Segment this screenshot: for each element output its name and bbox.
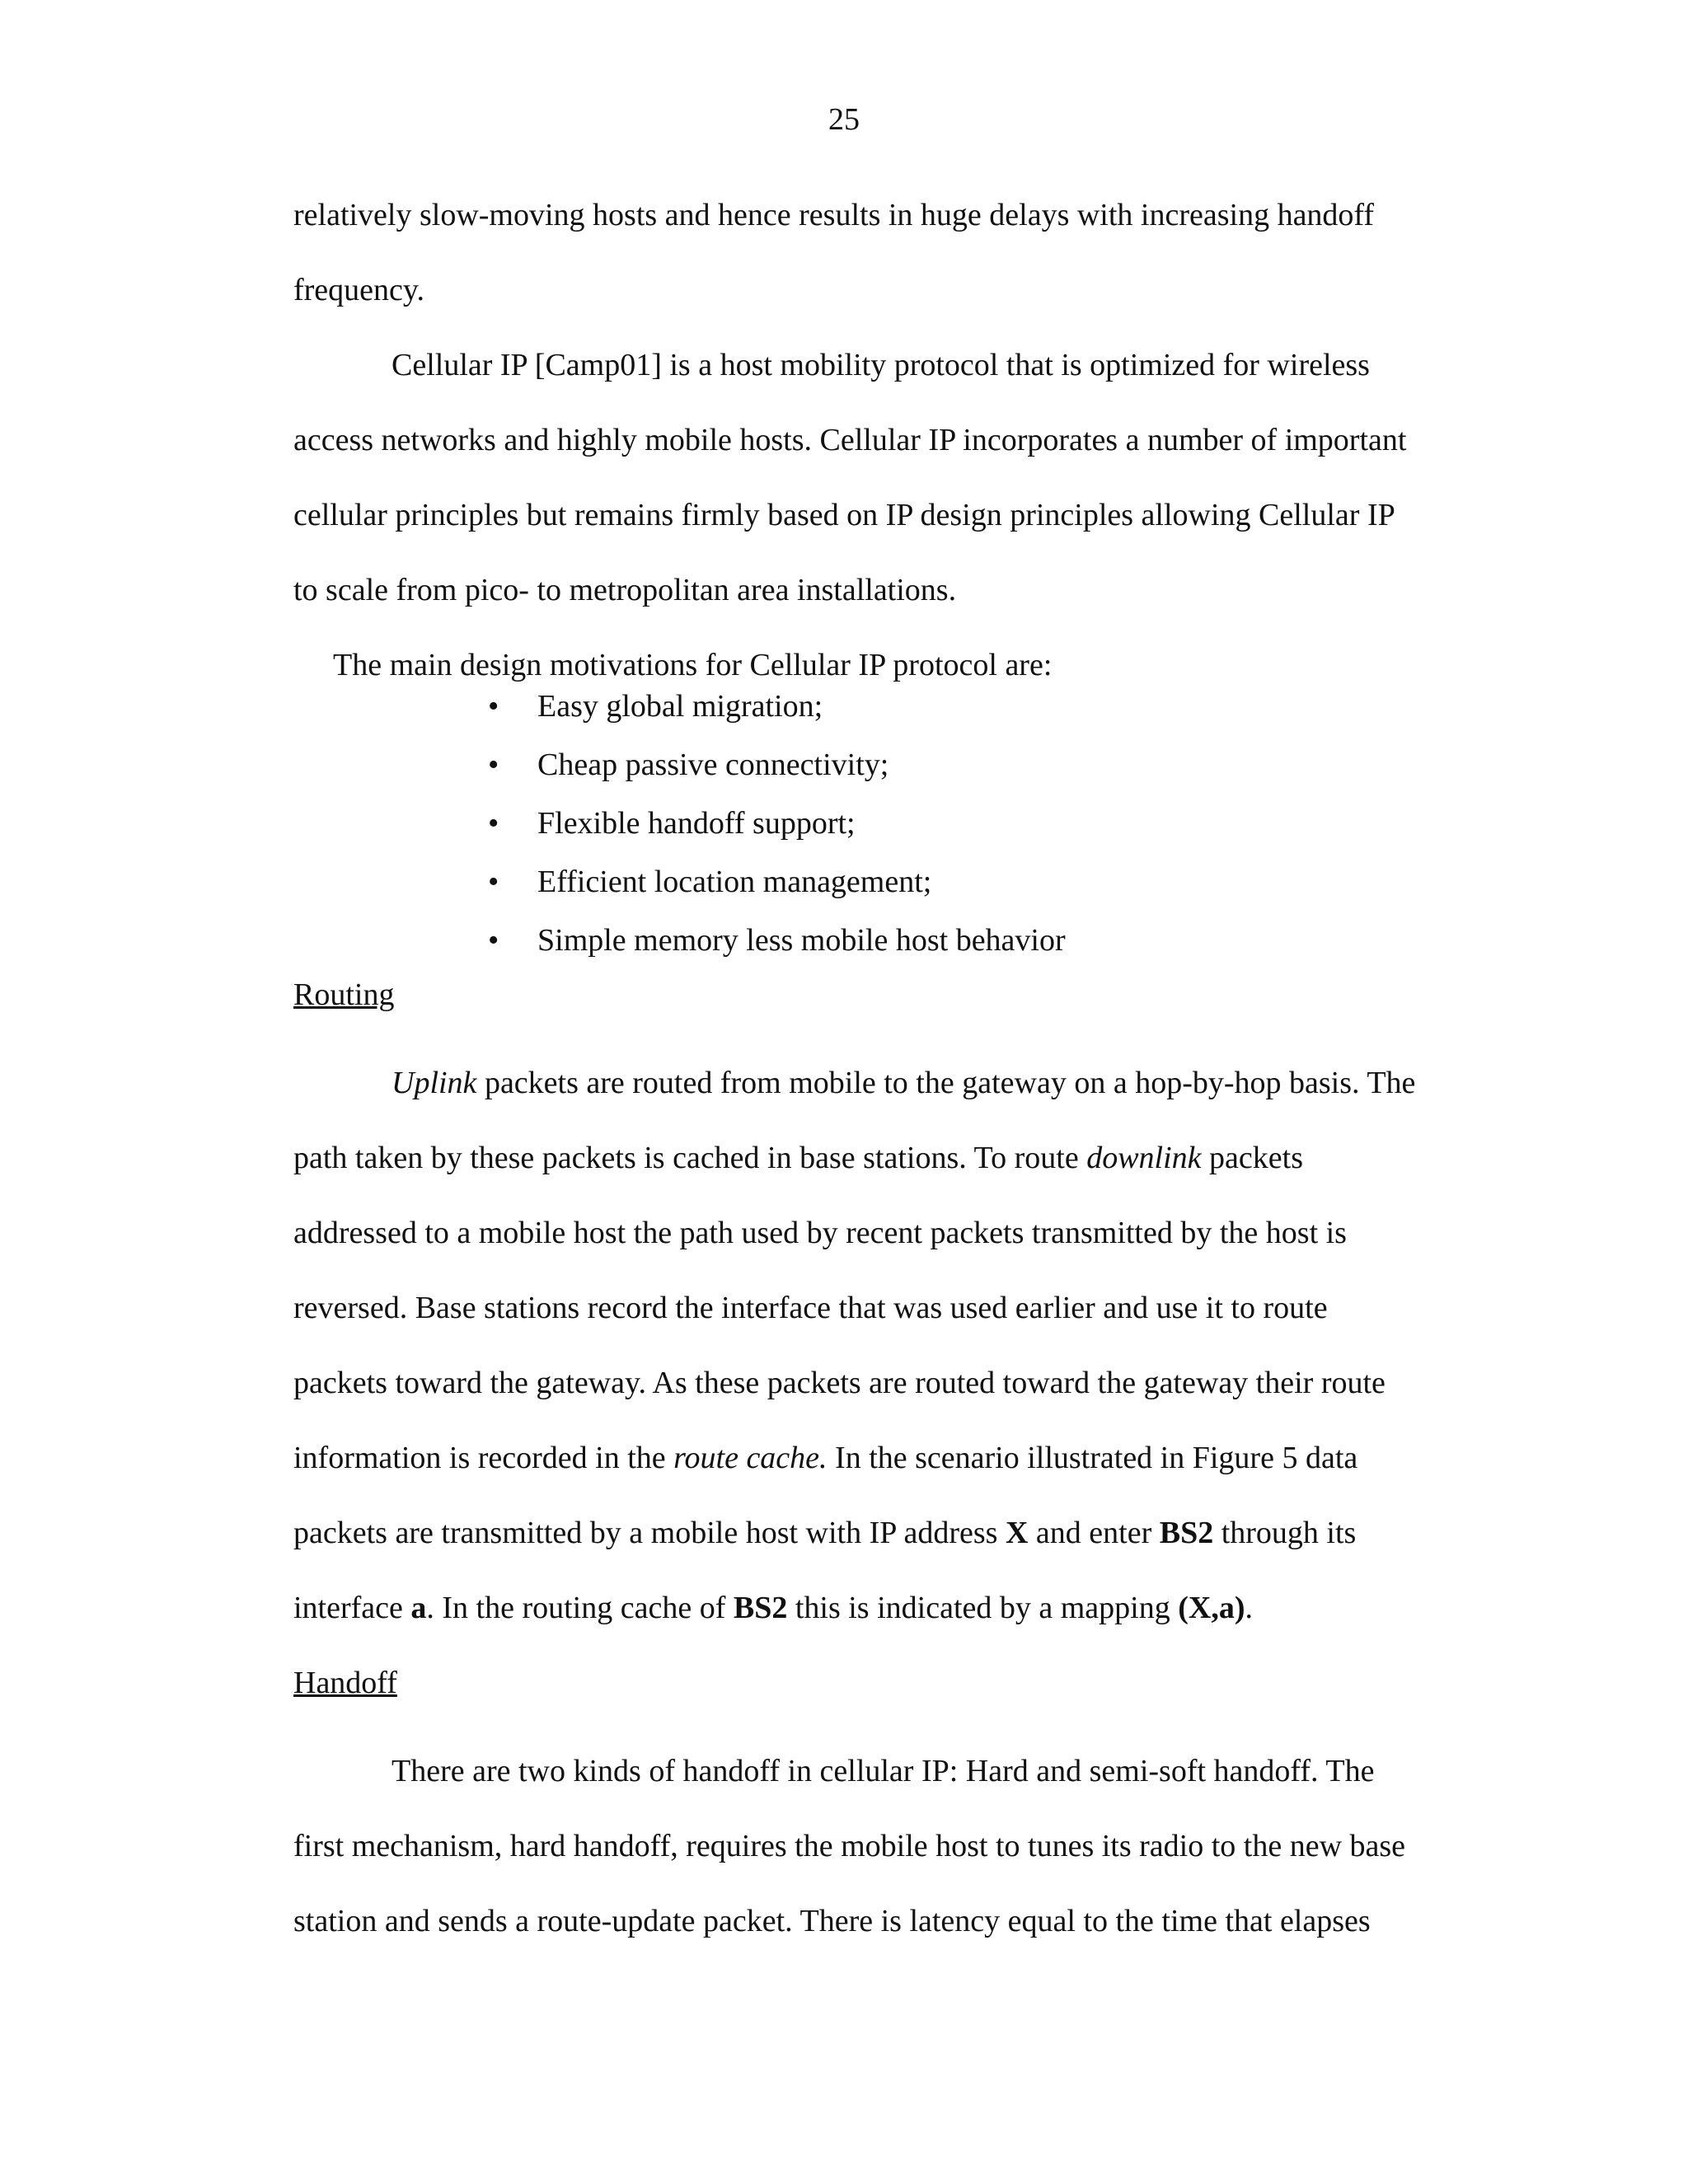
list-intro: The main design motivations for Cellular IP protocol are: (333, 648, 1053, 682)
bullet-icon: • (488, 748, 499, 782)
paragraph-line: station and sends a route-update packet. There is latency equal to the time that elapses (293, 1904, 1371, 1938)
bullet-icon: • (488, 689, 499, 724)
paragraph-line: packets are transmitted by a mobile host with IP address X and enter BS2 through its (293, 1516, 1357, 1550)
emphasis-text: downlink (1086, 1141, 1202, 1175)
paragraph-line: access networks and highly mobile hosts. Cellular IP incorporates a number of important (293, 423, 1407, 457)
paragraph-line: frequency. (293, 273, 424, 307)
paragraph-line: There are two kinds of handoff in cellular IP: Hard and semi-soft handoff. The (392, 1754, 1375, 1788)
bold-text: (X,a) (1178, 1591, 1245, 1625)
bold-text: X (1005, 1516, 1029, 1550)
bold-text: BS2 (1159, 1516, 1214, 1550)
list-item-text: Efficient location management; (537, 865, 932, 899)
paragraph-line: packets toward the gateway. As these packets are routed toward the gateway their route (293, 1366, 1386, 1400)
paragraph-line: path taken by these packets is cached in base stations. To route downlink packets (293, 1141, 1303, 1175)
list-item-text: Flexible handoff support; (537, 806, 856, 841)
bullet-icon: • (488, 865, 499, 899)
bold-text: BS2 (733, 1591, 788, 1625)
paragraph-line: Uplink packets are routed from mobile to the gateway on a hop-by-hop basis. The (392, 1066, 1416, 1100)
paragraph-line: first mechanism, hard handoff, requires the mobile host to tunes its radio to the new base (293, 1829, 1406, 1863)
list-item-text: Easy global migration; (537, 689, 823, 724)
section-heading-routing: Routing (293, 977, 395, 1012)
bullet-icon: • (488, 923, 499, 958)
paragraph-line: relatively slow-moving hosts and hence results in huge delays with increasing handoff (293, 198, 1375, 232)
bullet-icon: • (488, 806, 499, 841)
paragraph-line: interface a. In the routing cache of BS2 this is indicated by a mapping (X,a). (293, 1591, 1253, 1625)
page-number: 25 (828, 102, 860, 137)
paragraph-line: information is recorded in the route cache. In the scenario illustrated in Figure 5 data (293, 1441, 1358, 1475)
paragraph-line: addressed to a mobile host the path used by recent packets transmitted by the host is (293, 1216, 1347, 1250)
paragraph-line: Cellular IP [Camp01] is a host mobility protocol that is optimized for wireless (392, 348, 1370, 382)
emphasis-text: route cache. (673, 1441, 828, 1475)
list-item-text: Cheap passive connectivity; (537, 748, 889, 782)
emphasis-text: Uplink (392, 1066, 477, 1100)
list-item-text: Simple memory less mobile host behavior (537, 923, 1066, 958)
bold-text: a (410, 1591, 427, 1625)
paragraph-line: reversed. Base stations record the interface that was used earlier and use it to route (293, 1291, 1328, 1325)
paragraph-line: cellular principles but remains firmly based on IP design principles allowing Cellular IP (293, 498, 1395, 532)
section-heading-handoff: Handoff (293, 1666, 397, 1700)
paragraph-line: to scale from pico- to metropolitan area installations. (293, 573, 957, 607)
